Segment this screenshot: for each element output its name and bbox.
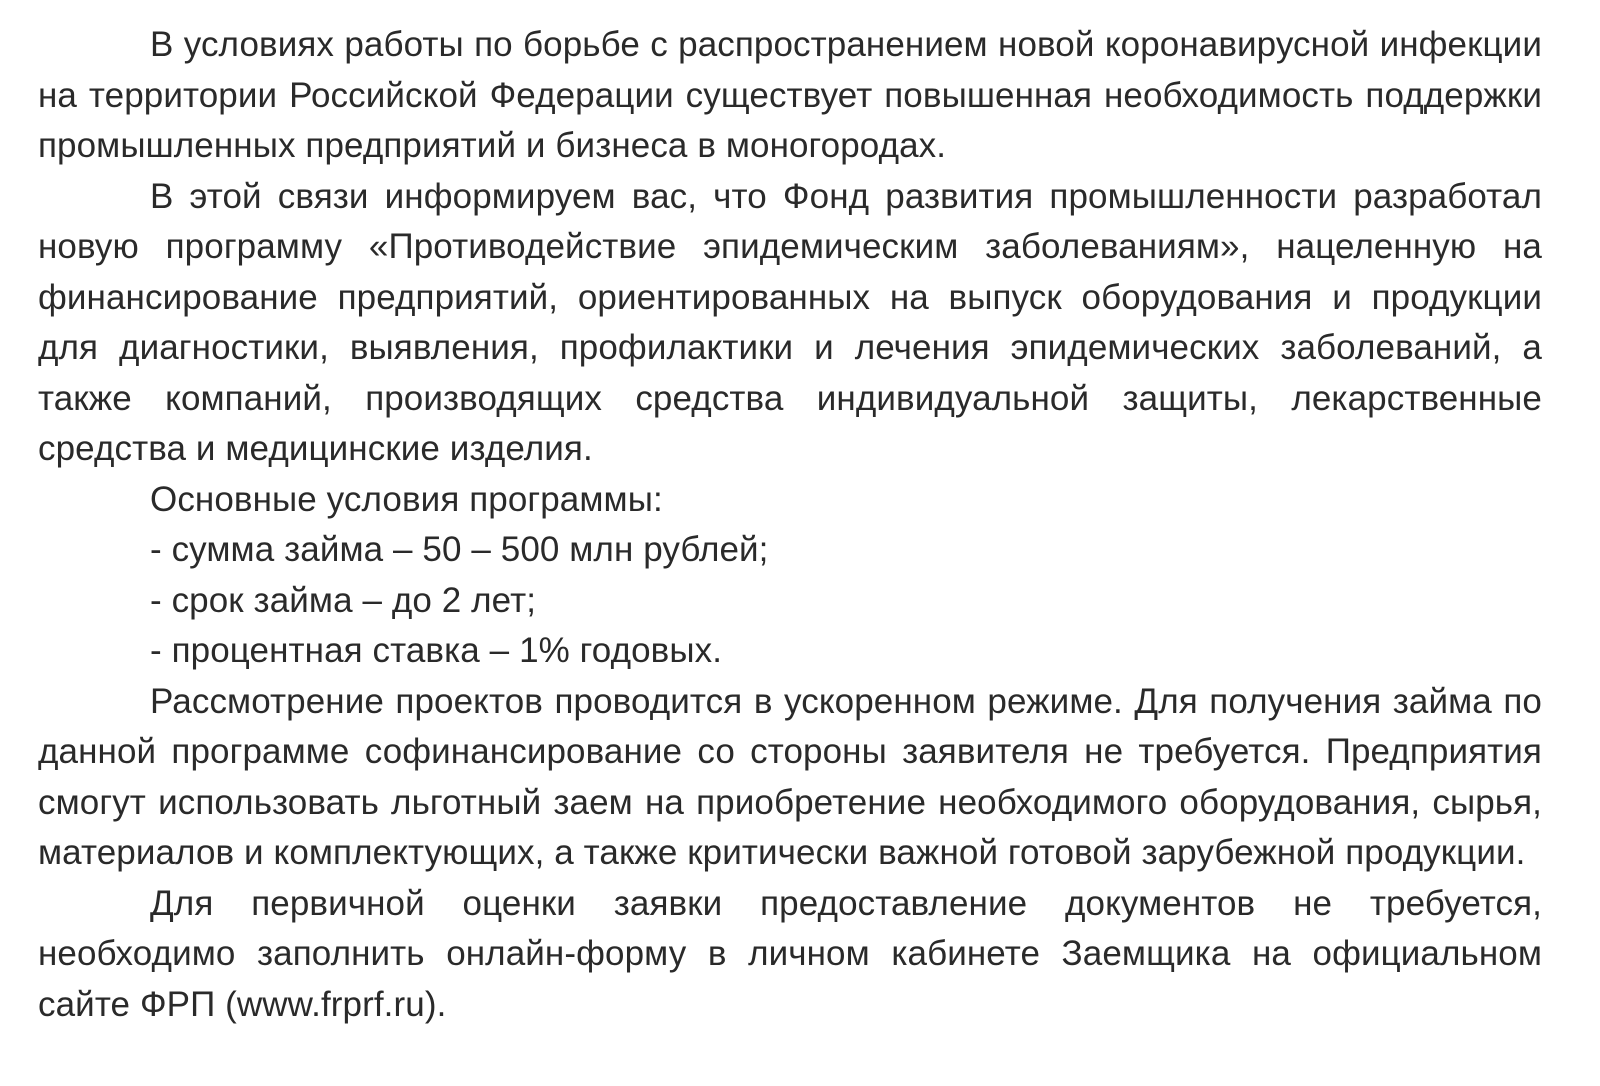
condition-loan-amount: - сумма займа – 50 – 500 млн рублей; [150,530,769,569]
paragraph-covid-support: В условиях работы по борьбе с распространением новой коронавирусной инфекции на территории Российской Федерации существует повышенная необходимость поддержки промышленных предприятий и бизнеса в моногородах. [38,25,1542,165]
paragraph-fund-program: В этой связи информируем вас, что Фонд развития промышленности разработал новую программу «Противодействие эпидемическим заболеваниям», нацеленную на финансирование предприятий, ориентированных на выпуск оборудования и продукции для диагностики, выявления, профилактики и лечения эпидемических заболеваний, а также компаний, производящих средства индивидуальной защиты, лекарственные средства и медицинские изделия. [38,176,1542,468]
document-page [38,20,1542,1030]
paragraph-application: Для первичной оценки заявки предоставление документов не требуется, необходимо заполнить онлайн-форму в личном кабинете Заемщика на официальном сайте ФРП (www.frprf.ru). [38,883,1542,1024]
condition-interest-rate: - процентная ставка – 1% годовых. [150,631,723,670]
conditions-heading: Основные условия программы: [150,479,663,519]
paragraph-review-process: Рассмотрение проектов проводится в ускоренном режиме. Для получения займа по данной программе софинансирование со стороны заявителя не требуется. Предприятия смогут использовать льготный заем на приобретение необходимого оборудования, сырья, материалов и комплектующих, а также критически важной готовой зарубежной продукции. [38,681,1542,872]
condition-loan-term: - срок займа – до 2 лет; [150,580,537,620]
